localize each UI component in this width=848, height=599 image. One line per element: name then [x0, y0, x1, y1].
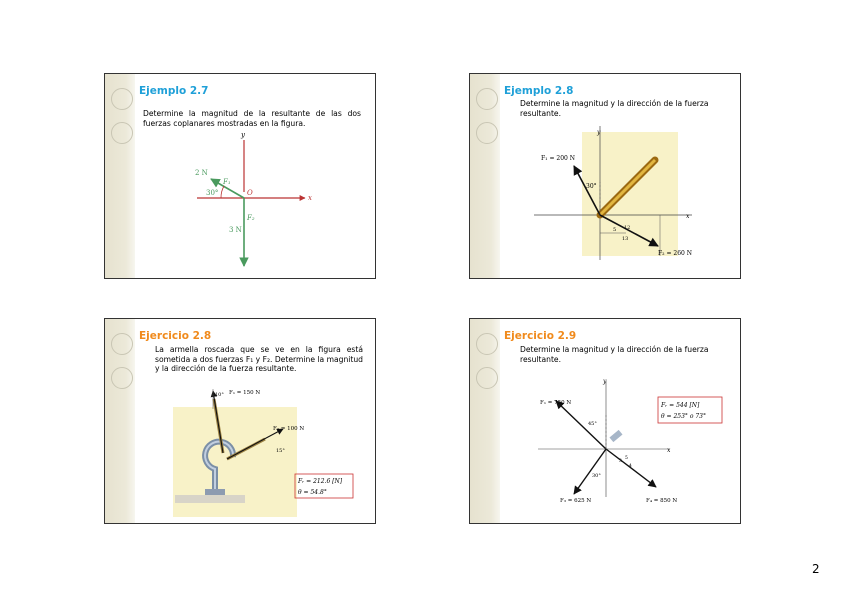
answer-resultant: Fᵣ = 212.6 [N] — [298, 478, 343, 485]
x-axis-label: x — [667, 447, 671, 454]
origin-label: O — [247, 189, 253, 197]
slide-text: Determine la magnitud y la dirección de la fuerza resultante. — [520, 345, 709, 364]
slide-text: Determine la magnitud y la dirección de la fuerza resultante. — [520, 99, 709, 118]
f2-magnitude: 3 N — [229, 226, 242, 234]
f1-magnitude: 2 N — [195, 169, 208, 177]
f1-label: F₁ = 150 N — [229, 390, 261, 396]
angle-30: 30° — [592, 473, 601, 479]
x-axis-label: x — [308, 194, 312, 202]
f1-label: F₁ = 750 N — [540, 400, 572, 406]
f2-label: F₂ = 100 N — [273, 426, 305, 432]
page-number: 2 — [812, 562, 820, 576]
force-diagram — [105, 319, 376, 524]
slope-4: 4 — [629, 464, 632, 469]
slide-text: Determine la magnitud de la resultante de las dos fuerzas coplanares mostradas en la figura. — [143, 109, 361, 128]
x-axis-label: x — [686, 213, 690, 220]
slide-ejemplo-2-7 — [104, 73, 376, 279]
y-axis-label: y — [597, 129, 601, 136]
answer-resultant: Fᵣ = 544 [N] — [661, 402, 700, 409]
slope-5: 5 — [625, 456, 628, 461]
slide-ejercicio-2-8 — [104, 318, 376, 524]
slope-12: 12 — [624, 225, 631, 231]
slide-text: La armella roscada que se ve en la figura está sometida a dos fuerzas F₁ y F₂. Determine la magnitud y la dirección de la fuerza resultante. — [155, 345, 363, 374]
angle-label: 30° — [586, 183, 597, 190]
angle-10: 10° — [215, 392, 224, 398]
answer-angle: θ = 54.8° — [298, 489, 327, 496]
answer-angle: θ = 253° o 73° — [661, 413, 706, 420]
slope-13: 13 — [622, 236, 629, 242]
angle-45: 45° — [588, 421, 597, 427]
f2-label: F₂ — [247, 214, 255, 222]
force-diagram — [470, 319, 741, 524]
f1-label: F₁ = 200 N — [541, 155, 576, 162]
slide-title: Ejemplo 2.8 — [504, 85, 574, 97]
slide-title: Ejercicio 2.8 — [139, 330, 212, 342]
f3-label: F₃ = 625 N — [560, 498, 592, 504]
angle-15: 15° — [276, 448, 285, 454]
f4-label: F₄ = 850 N — [646, 498, 678, 504]
slide-title: Ejercicio 2.9 — [504, 330, 577, 342]
force-diagram — [105, 74, 376, 279]
force-diagram — [470, 74, 741, 279]
slide-title: Ejemplo 2.7 — [139, 85, 209, 97]
slope-3: 3 — [619, 459, 622, 464]
slide-ejemplo-2-8 — [469, 73, 741, 279]
y-axis-label: y — [603, 378, 607, 385]
angle-label: 30° — [206, 189, 219, 197]
f2-label: F₂ = 260 N — [658, 250, 693, 257]
y-axis-label: y — [241, 131, 245, 139]
slide-ejercicio-2-9 — [469, 318, 741, 524]
slope-5: 5 — [613, 227, 617, 233]
f1-label: F₁ — [223, 178, 231, 186]
